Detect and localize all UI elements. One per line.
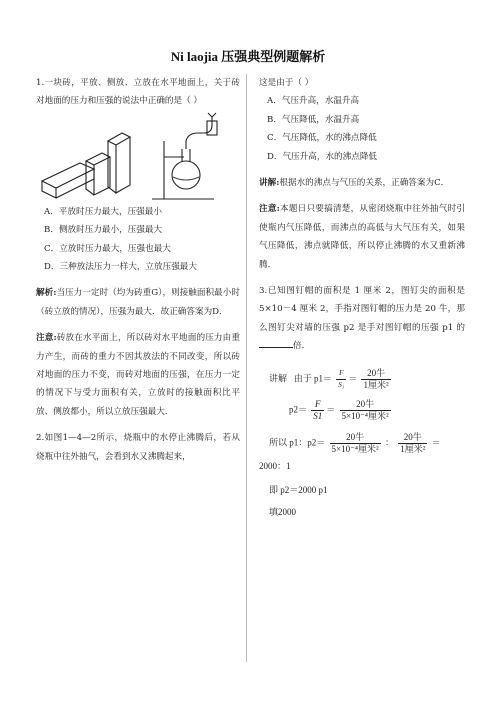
question-1: 1.一块砖，平放、侧放、立放在水平地面上，关于砖对地面的压力和压强的说法中正确的是（ ）: [36, 78, 240, 107]
right-column: [259, 74, 465, 519]
q3-text: 3.已知图钉帽的面积是 1 厘米 2，图钉尖的面积是 5×10－4 厘米 2，手指对图钉帽的压力是 20 牛，那么图钉尖对墙的压强 p2 是手对图钉帽的压强 p1 的: [259, 286, 465, 333]
q2-option-a: A．气压升高，水温升高: [267, 96, 360, 107]
question-2: 2.如图1—4—2所示，烧瓶中的水停止沸腾后，若从烧瓶中往外抽气，会看到水又沸腾起来，: [36, 433, 240, 462]
ratio-colon: ：: [384, 437, 394, 448]
q1-note: [36, 329, 240, 421]
solution-line-3: [259, 432, 465, 455]
solution-line-4: 即 p2＝2000 p1: [269, 484, 328, 495]
note-label: 注意:: [36, 333, 57, 344]
fraction-2: $\frac{\text{20牛}}{\text{5×10⁻⁴厘米²}}$: [341, 398, 389, 421]
solution-result: 2000：1: [259, 460, 291, 471]
p2-label: p2＝: [289, 404, 308, 415]
page-title: Ni laojia 压强典型例题解析: [170, 49, 326, 64]
left-column: [36, 74, 240, 466]
fraction-4: $\frac{\text{20牛}}{\text{1厘米²}}$: [400, 431, 426, 454]
analysis-label: 解析:: [36, 288, 57, 299]
question-2-continued: 这是由于（ ）: [259, 78, 314, 88]
analysis-label: 讲解:: [259, 178, 280, 189]
q1-option-d: D．三种放法压力一样大，立放压强最大: [44, 262, 197, 273]
solution-label: 讲解: [269, 373, 288, 384]
q3-tail: 倍．: [293, 341, 311, 352]
fraction-3: $\frac{\text{20牛}}{\text{5×10⁻⁴厘米²}}$: [331, 431, 379, 454]
solution-line-1: 讲解 由于 p1＝ $\frac{F}{\text{S₁}}$ ＝ $\frac{\text{20牛}}{\text{1厘米²}}$: [269, 367, 389, 390]
note-text: 本题日只要搞清楚，从密闭烧瓶中往外抽气时引使瓶内气压降低，而沸点的高低与大气压有关，如果气压降低，沸点就降低，所以停止沸腾的水又重新沸腾．: [259, 204, 465, 270]
q2-option-c: C．气压降低，水的沸点降低: [267, 133, 377, 144]
q1-option-b: B．侧放时压力最小，压强最大: [44, 225, 163, 236]
q2-option-d: D．气压升高，水的沸点降低: [267, 151, 378, 162]
q2-analysis: [259, 174, 465, 192]
note-text: 砖放在水平面上，所以砖对水平地面的压力由重力产生，而砖的重力不因其放法的不同改变，所以砖对地面的压力不变，而砖对地面的压强，在压力一定的情况下与受力面积有关，立放时的接触面积比平放、侧放都小，所以立放压强最大．: [36, 333, 240, 417]
q1-analysis: [36, 284, 240, 321]
question-3: [259, 282, 465, 356]
note-label: 注意:: [259, 204, 280, 215]
column-divider: [246, 74, 247, 662]
q1-option-c: C．立放时压力最大，压强也最大: [44, 243, 171, 254]
answer-blank: [259, 337, 293, 348]
q1-option-a: A．平放时压力最大，压强最小: [44, 206, 162, 217]
solution-by: 由于 p1＝: [293, 373, 333, 384]
fraction-f-over-s: $\frac{F}{\text{S₁}}$: [338, 368, 345, 389]
figure-bricks-and-flask: [36, 111, 240, 203]
ratio-label: 所以 p1：p2＝: [269, 437, 326, 448]
analysis-text: 根据水的沸点与气压的关系，正确答案为C．: [279, 178, 450, 189]
fraction-f-s1: $\frac{F}{S1}$: [313, 398, 323, 421]
q2-note: [259, 200, 465, 274]
q2-option-b: B．气压降低，水温升高: [267, 114, 360, 125]
solution-line-5: 填2000: [269, 506, 297, 517]
solution-block: [259, 368, 465, 519]
analysis-text: 当压力一定时（均为砖重G），则接触面积最小时（砖立放的情况），压强为最大．故正确答案为D．: [36, 288, 240, 317]
equals-sign: ＝: [431, 437, 441, 448]
bricks-flask-illustration: [36, 111, 240, 203]
fraction-1: $\frac{\text{20牛}}{\text{1厘米²}}$: [363, 367, 389, 390]
solution-line-2: p2＝ $\frac{F}{S1}$ ＝ $\frac{\text{20牛}}{\text{5×10⁻⁴厘米²}}$: [289, 398, 389, 421]
